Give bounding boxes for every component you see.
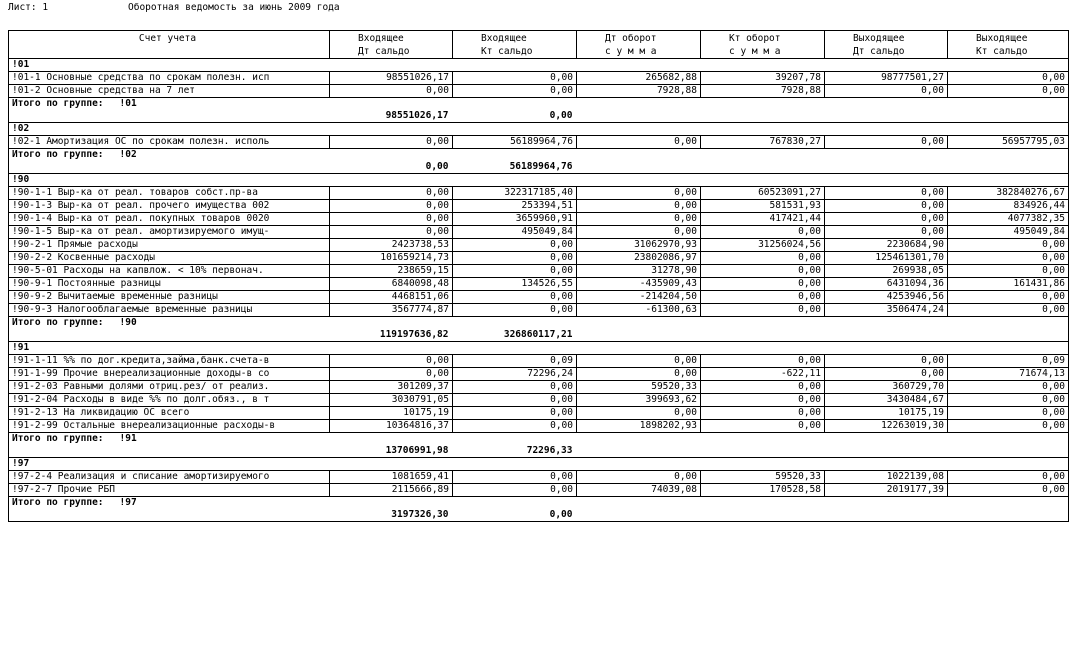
total-kt-saldo: 0,00 bbox=[453, 509, 577, 522]
total-dt-saldo: 119197636,82 bbox=[330, 329, 453, 342]
amount-cell: 0,00 bbox=[453, 420, 577, 433]
amount-cell: 3430484,67 bbox=[825, 394, 948, 407]
total-label: Итого по группе: bbox=[12, 433, 104, 444]
account-name: !91-2-03 Равными долями отриц.рез/ от реализ. bbox=[9, 381, 330, 394]
amount-cell: 0,00 bbox=[701, 420, 825, 433]
table-row bbox=[9, 200, 1069, 213]
account-name: !91-1-11 %% по дог.кредита,займа,банк.счета-в bbox=[9, 355, 330, 368]
total-group-code: !02 bbox=[119, 149, 137, 160]
amount-cell: 834926,44 bbox=[948, 200, 1069, 213]
group-total-row bbox=[9, 329, 1069, 342]
account-name: !91-1-99 Прочие внереализационные доходы-в со bbox=[9, 368, 330, 381]
amount-cell: 0,00 bbox=[453, 381, 577, 394]
amount-cell: 0,00 bbox=[701, 355, 825, 368]
amount-cell: 0,00 bbox=[948, 239, 1069, 252]
group-code: !90 bbox=[9, 174, 1069, 187]
sheet-number: Лист: 1 bbox=[8, 2, 49, 13]
amount-cell: 0,00 bbox=[701, 252, 825, 265]
amount-cell: 0,00 bbox=[330, 187, 453, 200]
amount-cell: 3506474,24 bbox=[825, 304, 948, 317]
amount-cell: 0,00 bbox=[577, 136, 701, 149]
amount-cell: 767830,27 bbox=[701, 136, 825, 149]
amount-cell: 71674,13 bbox=[948, 368, 1069, 381]
amount-cell: -622,11 bbox=[701, 368, 825, 381]
amount-cell: 1022139,08 bbox=[825, 471, 948, 484]
group-total-label-row bbox=[9, 497, 1069, 510]
group-code: !01 bbox=[9, 59, 1069, 72]
column-subheader-6: Кт сальдо bbox=[948, 45, 1069, 59]
amount-cell: 0,00 bbox=[453, 239, 577, 252]
column-subheader-2: Кт сальдо bbox=[453, 45, 577, 59]
account-name: !90-9-1 Постоянные разницы bbox=[9, 278, 330, 291]
account-name: !90-1-1 Выр-ка от реал. товаров собст.пр-ва bbox=[9, 187, 330, 200]
amount-cell: 0,00 bbox=[453, 484, 577, 497]
amount-cell: 0,09 bbox=[948, 355, 1069, 368]
amount-cell: 134526,55 bbox=[453, 278, 577, 291]
group-total-label bbox=[9, 317, 1069, 330]
amount-cell: 0,00 bbox=[701, 304, 825, 317]
amount-cell: 0,00 bbox=[948, 407, 1069, 420]
account-name: !91-2-13 На ликвидацию ОС всего bbox=[9, 407, 330, 420]
amount-cell: 10175,19 bbox=[825, 407, 948, 420]
amount-cell: 4077382,35 bbox=[948, 213, 1069, 226]
amount-cell: 0,00 bbox=[701, 394, 825, 407]
amount-cell: 0,00 bbox=[948, 381, 1069, 394]
table-row bbox=[9, 85, 1069, 98]
amount-cell: 2019177,39 bbox=[825, 484, 948, 497]
amount-cell: 4253946,56 bbox=[825, 291, 948, 304]
amount-cell: 0,00 bbox=[330, 226, 453, 239]
amount-cell: 161431,86 bbox=[948, 278, 1069, 291]
amount-cell: 74039,08 bbox=[577, 484, 701, 497]
amount-cell: 7928,88 bbox=[577, 85, 701, 98]
amount-cell: 10364816,37 bbox=[330, 420, 453, 433]
group-row bbox=[9, 59, 1069, 72]
column-subheader-1: Дт сальдо bbox=[330, 45, 453, 59]
account-name: !90-1-5 Выр-ка от реал. амортизируемого имущ- bbox=[9, 226, 330, 239]
account-name: !02-1 Амортизация ОС по срокам полезн. исполь bbox=[9, 136, 330, 149]
amount-cell: 0,00 bbox=[577, 200, 701, 213]
amount-cell: 3567774,87 bbox=[330, 304, 453, 317]
amount-cell: 0,00 bbox=[577, 355, 701, 368]
amount-cell: 6840098,48 bbox=[330, 278, 453, 291]
amount-cell: 399693,62 bbox=[577, 394, 701, 407]
amount-cell: 1898202,93 bbox=[577, 420, 701, 433]
account-name: !91-2-99 Остальные внереализационные расходы-в bbox=[9, 420, 330, 433]
amount-cell: 301209,37 bbox=[330, 381, 453, 394]
table-row bbox=[9, 394, 1069, 407]
group-total-row bbox=[9, 161, 1069, 174]
amount-cell: 238659,15 bbox=[330, 265, 453, 278]
amount-cell: 0,00 bbox=[948, 304, 1069, 317]
amount-cell: -435909,43 bbox=[577, 278, 701, 291]
amount-cell: 3659960,91 bbox=[453, 213, 577, 226]
group-row bbox=[9, 123, 1069, 136]
group-row bbox=[9, 458, 1069, 471]
table-row bbox=[9, 72, 1069, 85]
column-subheader-5: Дт сальдо bbox=[825, 45, 948, 59]
amount-cell: 0,00 bbox=[701, 226, 825, 239]
amount-cell: 0,00 bbox=[701, 278, 825, 291]
amount-cell: 10175,19 bbox=[330, 407, 453, 420]
amount-cell: 0,00 bbox=[577, 368, 701, 381]
group-total-label-row bbox=[9, 317, 1069, 330]
amount-cell: -61300,63 bbox=[577, 304, 701, 317]
amount-cell: 2115666,89 bbox=[330, 484, 453, 497]
group-row bbox=[9, 174, 1069, 187]
amount-cell: 0,00 bbox=[825, 136, 948, 149]
total-kt-saldo: 326860117,21 bbox=[453, 329, 577, 342]
amount-cell: 0,00 bbox=[948, 85, 1069, 98]
amount-cell: 0,00 bbox=[453, 72, 577, 85]
amount-cell: 0,00 bbox=[330, 355, 453, 368]
amount-cell: 382840276,67 bbox=[948, 187, 1069, 200]
total-spacer-right bbox=[577, 329, 1069, 342]
amount-cell: 6431094,36 bbox=[825, 278, 948, 291]
amount-cell: 31062970,93 bbox=[577, 239, 701, 252]
total-kt-saldo: 0,00 bbox=[453, 110, 577, 123]
group-row bbox=[9, 342, 1069, 355]
table-row bbox=[9, 136, 1069, 149]
group-total-label-row bbox=[9, 433, 1069, 446]
amount-cell: 0,00 bbox=[948, 484, 1069, 497]
table-row bbox=[9, 304, 1069, 317]
amount-cell: 23802086,97 bbox=[577, 252, 701, 265]
amount-cell: 253394,51 bbox=[453, 200, 577, 213]
amount-cell: 0,00 bbox=[948, 291, 1069, 304]
amount-cell: 0,00 bbox=[453, 291, 577, 304]
account-name: !91-2-04 Расходы в виде %% по долг.обяз., в т bbox=[9, 394, 330, 407]
amount-cell: 0,00 bbox=[825, 200, 948, 213]
amount-cell: 2423738,53 bbox=[330, 239, 453, 252]
column-header-6: Выходящее bbox=[948, 31, 1069, 46]
group-total-row bbox=[9, 445, 1069, 458]
amount-cell: 0,00 bbox=[453, 394, 577, 407]
group-total-row bbox=[9, 110, 1069, 123]
total-label: Итого по группе: bbox=[12, 497, 104, 508]
group-total-label bbox=[9, 98, 1069, 111]
report-title: Оборотная ведомость за июнь 2009 года bbox=[128, 2, 340, 13]
amount-cell: 0,00 bbox=[825, 85, 948, 98]
total-spacer-right bbox=[577, 509, 1069, 522]
amount-cell: 0,00 bbox=[701, 265, 825, 278]
amount-cell: 0,00 bbox=[330, 200, 453, 213]
total-spacer bbox=[9, 445, 330, 458]
amount-cell: 0,00 bbox=[701, 407, 825, 420]
total-kt-saldo: 72296,33 bbox=[453, 445, 577, 458]
amount-cell: 360729,70 bbox=[825, 381, 948, 394]
group-total-label bbox=[9, 497, 1069, 510]
table-row bbox=[9, 381, 1069, 394]
total-dt-saldo: 3197326,30 bbox=[330, 509, 453, 522]
total-group-code: !90 bbox=[119, 317, 137, 328]
amount-cell: 0,00 bbox=[330, 213, 453, 226]
account-name: !90-2-1 Прямые расходы bbox=[9, 239, 330, 252]
table-row bbox=[9, 368, 1069, 381]
table-body bbox=[9, 59, 1069, 522]
amount-cell: 0,00 bbox=[453, 252, 577, 265]
amount-cell: 581531,93 bbox=[701, 200, 825, 213]
amount-cell: 0,00 bbox=[577, 226, 701, 239]
amount-cell: 4468151,06 bbox=[330, 291, 453, 304]
amount-cell: 31278,90 bbox=[577, 265, 701, 278]
table-row bbox=[9, 265, 1069, 278]
total-dt-saldo: 98551026,17 bbox=[330, 110, 453, 123]
amount-cell: 3030791,05 bbox=[330, 394, 453, 407]
amount-cell: 0,00 bbox=[948, 394, 1069, 407]
table-row bbox=[9, 484, 1069, 497]
amount-cell: 495049,84 bbox=[948, 226, 1069, 239]
group-code: !02 bbox=[9, 123, 1069, 136]
amount-cell: 495049,84 bbox=[453, 226, 577, 239]
group-total-label-row bbox=[9, 149, 1069, 162]
amount-cell: 0,00 bbox=[330, 136, 453, 149]
amount-cell: 7928,88 bbox=[701, 85, 825, 98]
table-row bbox=[9, 187, 1069, 200]
column-header-1: Входящее bbox=[330, 31, 453, 46]
account-name: !90-2-2 Косвенные расходы bbox=[9, 252, 330, 265]
table-header bbox=[9, 31, 1069, 59]
amount-cell: 322317185,40 bbox=[453, 187, 577, 200]
amount-cell: 0,00 bbox=[948, 420, 1069, 433]
account-name: !90-9-2 Вычитаемые временные разницы bbox=[9, 291, 330, 304]
amount-cell: 0,00 bbox=[577, 471, 701, 484]
total-spacer bbox=[9, 110, 330, 123]
amount-cell: 59520,33 bbox=[701, 471, 825, 484]
amount-cell: 98777501,27 bbox=[825, 72, 948, 85]
table-row bbox=[9, 252, 1069, 265]
table-row bbox=[9, 226, 1069, 239]
amount-cell: 0,00 bbox=[701, 291, 825, 304]
total-dt-saldo: 13706991,98 bbox=[330, 445, 453, 458]
sheet-header bbox=[8, 1, 340, 15]
total-dt-saldo: 0,00 bbox=[330, 161, 453, 174]
amount-cell: 0,00 bbox=[825, 226, 948, 239]
amount-cell: 0,00 bbox=[825, 187, 948, 200]
amount-cell: 56189964,76 bbox=[453, 136, 577, 149]
amount-cell: 12263019,30 bbox=[825, 420, 948, 433]
amount-cell: 0,00 bbox=[577, 213, 701, 226]
total-label: Итого по группе: bbox=[12, 317, 104, 328]
account-name: !97-2-7 Прочие РБП bbox=[9, 484, 330, 497]
account-name: !97-2-4 Реализация и списание амортизируемого bbox=[9, 471, 330, 484]
amount-cell: 59520,33 bbox=[577, 381, 701, 394]
group-total-label bbox=[9, 149, 1069, 162]
amount-cell: 417421,44 bbox=[701, 213, 825, 226]
total-spacer bbox=[9, 329, 330, 342]
amount-cell: 0,00 bbox=[948, 72, 1069, 85]
total-spacer-right bbox=[577, 445, 1069, 458]
amount-cell: 0,09 bbox=[453, 355, 577, 368]
amount-cell: 56957795,03 bbox=[948, 136, 1069, 149]
column-subheader-4: с у м м а bbox=[701, 45, 825, 59]
column-header-0: Счет учета bbox=[9, 31, 330, 46]
amount-cell: 72296,24 bbox=[453, 368, 577, 381]
table-row bbox=[9, 239, 1069, 252]
total-label: Итого по группе: bbox=[12, 149, 104, 160]
column-header-2: Входящее bbox=[453, 31, 577, 46]
amount-cell: 101659214,73 bbox=[330, 252, 453, 265]
table-row bbox=[9, 420, 1069, 433]
amount-cell: 0,00 bbox=[453, 304, 577, 317]
group-total-label-row bbox=[9, 98, 1069, 111]
turnover-table bbox=[8, 30, 1069, 522]
account-name: !90-1-3 Выр-ка от реал. прочего имущества 002 bbox=[9, 200, 330, 213]
total-spacer bbox=[9, 509, 330, 522]
account-name: !01-1 Основные средства по срокам полезн. исп bbox=[9, 72, 330, 85]
total-group-code: !97 bbox=[119, 497, 137, 508]
amount-cell: 60523091,27 bbox=[701, 187, 825, 200]
amount-cell: 0,00 bbox=[453, 265, 577, 278]
amount-cell: 0,00 bbox=[577, 407, 701, 420]
account-name: !90-9-3 Налогооблагаемые временные разницы bbox=[9, 304, 330, 317]
amount-cell: 0,00 bbox=[948, 471, 1069, 484]
column-header-3: Дт оборот bbox=[577, 31, 701, 46]
amount-cell: 98551026,17 bbox=[330, 72, 453, 85]
column-header-4: Кт оборот bbox=[701, 31, 825, 46]
group-code: !97 bbox=[9, 458, 1069, 471]
amount-cell: 39207,78 bbox=[701, 72, 825, 85]
table-row bbox=[9, 291, 1069, 304]
amount-cell: 170528,58 bbox=[701, 484, 825, 497]
table-row bbox=[9, 278, 1069, 291]
table-row bbox=[9, 355, 1069, 368]
total-group-code: !91 bbox=[119, 433, 137, 444]
amount-cell: 0,00 bbox=[701, 381, 825, 394]
amount-cell: 125461301,70 bbox=[825, 252, 948, 265]
amount-cell: 1081659,41 bbox=[330, 471, 453, 484]
amount-cell: 0,00 bbox=[825, 368, 948, 381]
total-spacer bbox=[9, 161, 330, 174]
column-subheader-3: с у м м а bbox=[577, 45, 701, 59]
amount-cell: 0,00 bbox=[453, 85, 577, 98]
total-label: Итого по группе: bbox=[12, 98, 104, 109]
amount-cell: 0,00 bbox=[948, 252, 1069, 265]
amount-cell: 269938,05 bbox=[825, 265, 948, 278]
total-group-code: !01 bbox=[119, 98, 137, 109]
amount-cell: 0,00 bbox=[330, 85, 453, 98]
table-row bbox=[9, 213, 1069, 226]
amount-cell: 0,00 bbox=[948, 265, 1069, 278]
amount-cell: 0,00 bbox=[577, 187, 701, 200]
group-total-row bbox=[9, 509, 1069, 522]
total-spacer-right bbox=[577, 161, 1069, 174]
group-code: !91 bbox=[9, 342, 1069, 355]
amount-cell: 31256024,56 bbox=[701, 239, 825, 252]
amount-cell: 265682,88 bbox=[577, 72, 701, 85]
account-name: !90-5-01 Расходы на капвлож. < 10% первонач. bbox=[9, 265, 330, 278]
amount-cell: 0,00 bbox=[453, 407, 577, 420]
column-header-5: Выходящее bbox=[825, 31, 948, 46]
total-kt-saldo: 56189964,76 bbox=[453, 161, 577, 174]
amount-cell: 0,00 bbox=[825, 355, 948, 368]
account-name: !90-1-4 Выр-ка от реал. покупных товаров 0020 bbox=[9, 213, 330, 226]
amount-cell: 0,00 bbox=[453, 471, 577, 484]
group-total-label bbox=[9, 433, 1069, 446]
account-name: !01-2 Основные средства на 7 лет bbox=[9, 85, 330, 98]
table-row bbox=[9, 407, 1069, 420]
amount-cell: 0,00 bbox=[825, 213, 948, 226]
amount-cell: 2230684,90 bbox=[825, 239, 948, 252]
column-subheader-0 bbox=[9, 45, 330, 59]
amount-cell: -214204,50 bbox=[577, 291, 701, 304]
amount-cell: 0,00 bbox=[330, 368, 453, 381]
table-row bbox=[9, 471, 1069, 484]
total-spacer-right bbox=[577, 110, 1069, 123]
